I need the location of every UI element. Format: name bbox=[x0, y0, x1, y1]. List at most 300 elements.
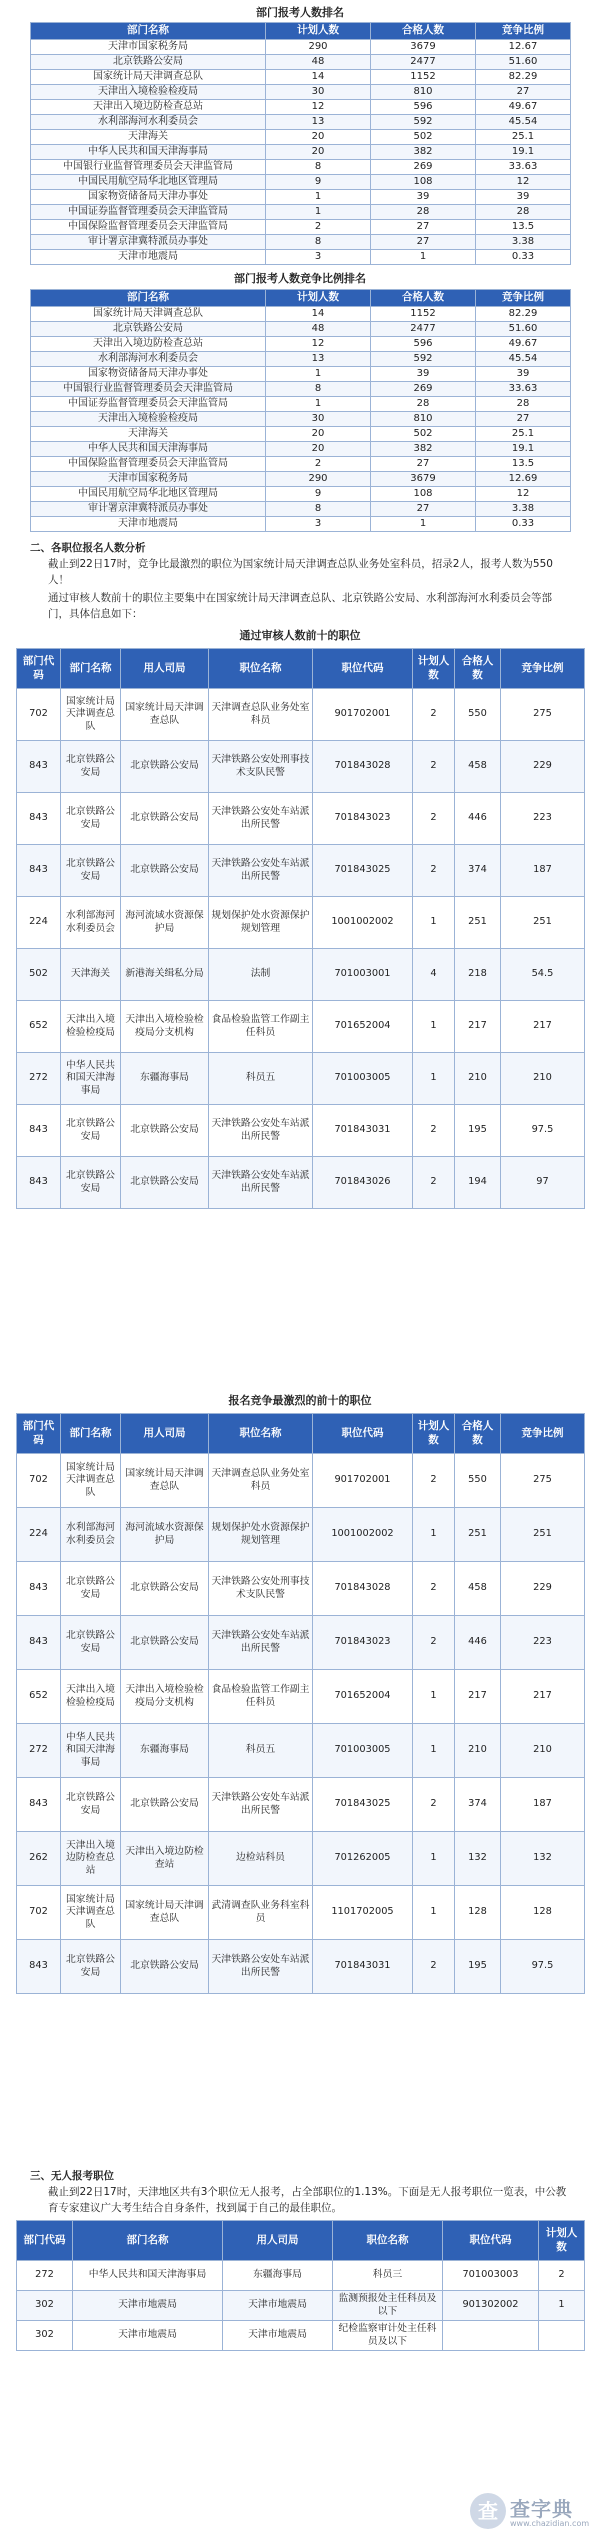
table-cell: 592 bbox=[371, 352, 476, 367]
table-cell: 701652004 bbox=[313, 1670, 413, 1724]
table-cell: 251 bbox=[455, 1508, 501, 1562]
table-row bbox=[31, 220, 571, 235]
table-cell: 28 bbox=[371, 397, 476, 412]
table-cell: 2 bbox=[266, 457, 371, 472]
table-cell: 13 bbox=[266, 352, 371, 367]
table-cell: 1 bbox=[413, 1053, 455, 1105]
table-cell: 3.38 bbox=[476, 502, 571, 517]
table-cell: 843 bbox=[17, 793, 61, 845]
table-row bbox=[17, 949, 585, 1001]
table-cell: 3 bbox=[266, 250, 371, 265]
table-cell: 82.29 bbox=[476, 70, 571, 85]
table-cell: 843 bbox=[17, 1562, 61, 1616]
table-cell: 北京铁路公安局 bbox=[121, 741, 209, 793]
table-cell: 843 bbox=[17, 1778, 61, 1832]
table-cell: 北京铁路公安局 bbox=[61, 1616, 121, 1670]
table-cell: 702 bbox=[17, 689, 61, 741]
table-row bbox=[17, 1562, 585, 1616]
table-cell: 天津市地震局 bbox=[73, 2321, 223, 2351]
table-cell: 东疆海事局 bbox=[121, 1053, 209, 1105]
column-header: 用人司局 bbox=[121, 649, 209, 689]
table-row bbox=[31, 235, 571, 250]
table-cell: 701652004 bbox=[313, 1001, 413, 1053]
table-cell: 132 bbox=[455, 1832, 501, 1886]
top-approved-title: 通过审核人数前十的职位 bbox=[239, 629, 361, 642]
table-row bbox=[31, 190, 571, 205]
column-header: 部门名称 bbox=[61, 649, 121, 689]
table-row bbox=[31, 115, 571, 130]
table-cell: 规划保护处水资源保护规划管理 bbox=[209, 1508, 313, 1562]
table-cell: 东疆海事局 bbox=[223, 2261, 333, 2291]
table-cell: 25.1 bbox=[476, 427, 571, 442]
table-cell: 1 bbox=[413, 1886, 455, 1940]
table-row bbox=[31, 322, 571, 337]
table-cell: 天津市国家税务局 bbox=[31, 472, 266, 487]
table-row bbox=[17, 1053, 585, 1105]
table-cell: 1 bbox=[266, 367, 371, 382]
table-cell: 28 bbox=[476, 205, 571, 220]
table-cell: 14 bbox=[266, 70, 371, 85]
dept-rank-table bbox=[30, 22, 571, 265]
table-cell: 28 bbox=[371, 205, 476, 220]
table-cell: 天津市地震局 bbox=[31, 517, 266, 532]
table-cell: 550 bbox=[455, 1454, 501, 1508]
table-cell: 科员五 bbox=[209, 1053, 313, 1105]
table-cell: 1152 bbox=[371, 70, 476, 85]
table-cell: 天津市国家税务局 bbox=[31, 40, 266, 55]
column-header: 合格人数 bbox=[371, 23, 476, 40]
table-row bbox=[17, 1001, 585, 1053]
table-cell: 128 bbox=[455, 1886, 501, 1940]
table-cell: 224 bbox=[17, 1508, 61, 1562]
table-row bbox=[31, 145, 571, 160]
table-cell: 天津铁路公安处刑事技术支队民警 bbox=[209, 741, 313, 793]
table-cell: 天津出入境边防检查总站 bbox=[31, 337, 266, 352]
brand-name: 查字典 bbox=[510, 2497, 573, 2521]
table-cell: 天津铁路公安处车站派出所民警 bbox=[209, 1616, 313, 1670]
table-row bbox=[17, 1508, 585, 1562]
table-cell: 国家统计局天津调查总队 bbox=[61, 1886, 121, 1940]
table-cell: 海河流域水资源保护局 bbox=[121, 897, 209, 949]
table-cell: 边检站科员 bbox=[209, 1832, 313, 1886]
table-cell: 国家统计局天津调查总队 bbox=[121, 1886, 209, 1940]
table-cell: 2 bbox=[413, 1616, 455, 1670]
column-header: 部门名称 bbox=[31, 23, 266, 40]
column-header: 计划人数 bbox=[413, 649, 455, 689]
table-cell: 229 bbox=[501, 1562, 585, 1616]
table-row bbox=[17, 689, 585, 741]
table-row bbox=[31, 412, 571, 427]
table-cell: 中国民用航空局华北地区管理局 bbox=[31, 175, 266, 190]
table-cell: 1 bbox=[266, 190, 371, 205]
table-row bbox=[17, 845, 585, 897]
table-cell: 54.5 bbox=[501, 949, 585, 1001]
table-cell: 0.33 bbox=[476, 250, 571, 265]
table-cell: 596 bbox=[371, 337, 476, 352]
table-cell: 701843026 bbox=[313, 1157, 413, 1209]
table-row bbox=[31, 175, 571, 190]
table-cell: 302 bbox=[17, 2321, 73, 2351]
table-cell: 19.1 bbox=[476, 442, 571, 457]
table-cell: 北京铁路公安局 bbox=[121, 1778, 209, 1832]
table-cell: 中华人民共和国天津海事局 bbox=[31, 145, 266, 160]
table-cell: 2 bbox=[413, 689, 455, 741]
table-cell: 48 bbox=[266, 322, 371, 337]
table-cell: 天津市地震局 bbox=[31, 250, 266, 265]
table-row bbox=[17, 1105, 585, 1157]
table-cell: 13.5 bbox=[476, 220, 571, 235]
table-cell: 北京铁路公安局 bbox=[61, 1562, 121, 1616]
table-cell: 702 bbox=[17, 1886, 61, 1940]
column-header: 竞争比例 bbox=[501, 1414, 585, 1454]
table-cell: 2 bbox=[266, 220, 371, 235]
table-row bbox=[31, 85, 571, 100]
table-cell: 1 bbox=[266, 205, 371, 220]
table-cell: 国家物资储备局天津办事处 bbox=[31, 367, 266, 382]
table-cell: 39 bbox=[371, 367, 476, 382]
column-header: 职位名称 bbox=[333, 2221, 443, 2261]
table-cell: 502 bbox=[371, 427, 476, 442]
table-cell: 海河流域水资源保护局 bbox=[121, 1508, 209, 1562]
column-header: 合格人数 bbox=[455, 1414, 501, 1454]
table-cell: 13 bbox=[266, 115, 371, 130]
column-header: 计划人数 bbox=[539, 2221, 585, 2261]
table-cell: 269 bbox=[371, 382, 476, 397]
table-cell: 国家统计局天津调查总队 bbox=[121, 689, 209, 741]
table-cell: 新港海关缉私分局 bbox=[121, 949, 209, 1001]
table-cell: 446 bbox=[455, 1616, 501, 1670]
table-cell: 8 bbox=[266, 382, 371, 397]
table-cell: 2 bbox=[413, 845, 455, 897]
table-cell: 596 bbox=[371, 100, 476, 115]
table-cell: 4 bbox=[413, 949, 455, 1001]
table-cell: 天津出入境检验检疫局 bbox=[31, 85, 266, 100]
table-cell: 规划保护处水资源保护规划管理 bbox=[209, 897, 313, 949]
table-row bbox=[17, 741, 585, 793]
table-cell: 810 bbox=[371, 412, 476, 427]
table-cell: 1 bbox=[371, 517, 476, 532]
table-cell: 48 bbox=[266, 55, 371, 70]
table-cell: 128 bbox=[501, 1886, 585, 1940]
table-cell: 901702001 bbox=[313, 689, 413, 741]
table-cell: 14 bbox=[266, 307, 371, 322]
table-cell: 843 bbox=[17, 845, 61, 897]
brand-url: www.chazidian.com bbox=[510, 2519, 590, 2528]
table-cell: 天津铁路公安处车站派出所民警 bbox=[209, 1157, 313, 1209]
ratio-rank-table bbox=[30, 289, 571, 532]
watermark-logo bbox=[470, 2491, 590, 2535]
table-cell: 1 bbox=[413, 1832, 455, 1886]
table-cell: 901702001 bbox=[313, 1454, 413, 1508]
table-cell: 701003005 bbox=[313, 1053, 413, 1105]
table-cell: 中国证券监督管理委员会天津监管局 bbox=[31, 397, 266, 412]
table-cell: 科员三 bbox=[333, 2261, 443, 2291]
column-header: 职位名称 bbox=[209, 649, 313, 689]
column-header: 用人司局 bbox=[223, 2221, 333, 2261]
table-row bbox=[31, 472, 571, 487]
table-cell: 12 bbox=[266, 337, 371, 352]
table-cell: 652 bbox=[17, 1001, 61, 1053]
table-cell: 天津出入境检验检疫局分支机构 bbox=[121, 1001, 209, 1053]
table-cell: 2 bbox=[413, 1562, 455, 1616]
table-cell: 382 bbox=[371, 145, 476, 160]
table-cell: 北京铁路公安局 bbox=[121, 1616, 209, 1670]
table-cell: 1 bbox=[539, 2291, 585, 2321]
table-cell: 北京铁路公安局 bbox=[31, 55, 266, 70]
table-cell: 12 bbox=[266, 100, 371, 115]
table-cell: 97 bbox=[501, 1157, 585, 1209]
table-cell: 1 bbox=[413, 1001, 455, 1053]
table-cell: 天津市地震局 bbox=[223, 2291, 333, 2321]
table-cell: 国家统计局天津调查总队 bbox=[61, 1454, 121, 1508]
table-cell: 272 bbox=[17, 1053, 61, 1105]
table-cell: 北京铁路公安局 bbox=[121, 1562, 209, 1616]
table-cell: 272 bbox=[17, 2261, 73, 2291]
table-cell: 科员五 bbox=[209, 1724, 313, 1778]
paragraph: 截止到22日17时，竞争比最激烈的职位为国家统计局天津调查总队业务处室科员，招录2人，报考人数为550人！ bbox=[48, 558, 553, 586]
paragraph: 截止到22日17时，天津地区共有3个职位无人报考，占全部职位的1.13%。下面是无人报考职位一览表，中公教育专家建议广大考生结合自身条件，找到属于自己的最佳职位。 bbox=[48, 2186, 567, 2214]
table-cell: 北京铁路公安局 bbox=[121, 793, 209, 845]
table-cell: 701003003 bbox=[443, 2261, 539, 2291]
table-cell: 水利部海河水利委员会 bbox=[61, 1508, 121, 1562]
table-cell: 592 bbox=[371, 115, 476, 130]
table-cell: 北京铁路公安局 bbox=[121, 1157, 209, 1209]
table-header-row bbox=[17, 1414, 585, 1454]
table-cell: 194 bbox=[455, 1157, 501, 1209]
column-header: 合格人数 bbox=[371, 290, 476, 307]
table-cell: 39 bbox=[476, 190, 571, 205]
table-cell: 195 bbox=[455, 1105, 501, 1157]
table-cell: 中国保险监督管理委员会天津监管局 bbox=[31, 457, 266, 472]
table-cell: 20 bbox=[266, 427, 371, 442]
column-header: 合格人数 bbox=[455, 649, 501, 689]
table-header-row bbox=[17, 2221, 585, 2261]
table-cell: 290 bbox=[266, 40, 371, 55]
table-cell: 天津调查总队业务处室科员 bbox=[209, 689, 313, 741]
table-cell: 108 bbox=[371, 487, 476, 502]
column-header: 部门名称 bbox=[73, 2221, 223, 2261]
section-heading: 三、无人报考职位 bbox=[30, 2170, 114, 2182]
table-cell: 9 bbox=[266, 487, 371, 502]
table-cell: 2 bbox=[539, 2261, 585, 2291]
table-cell: 843 bbox=[17, 1616, 61, 1670]
table-row bbox=[17, 1724, 585, 1778]
table-cell: 1152 bbox=[371, 307, 476, 322]
table-cell: 天津出入境检验检疫局 bbox=[61, 1670, 121, 1724]
table-row bbox=[17, 1157, 585, 1209]
table-cell: 天津铁路公安处车站派出所民警 bbox=[209, 793, 313, 845]
table-row bbox=[17, 1940, 585, 1994]
table-cell: 502 bbox=[371, 130, 476, 145]
table-cell: 天津出入境边防检查总站 bbox=[31, 100, 266, 115]
table-cell: 229 bbox=[501, 741, 585, 793]
section-heading: 二、各职位报名人数分析 bbox=[30, 542, 146, 554]
table-cell: 天津出入境检验检疫局 bbox=[61, 1001, 121, 1053]
table-cell: 1 bbox=[413, 1670, 455, 1724]
table-cell: 水利部海河水利委员会 bbox=[61, 897, 121, 949]
table-cell: 1001002002 bbox=[313, 1508, 413, 1562]
table-cell: 北京铁路公安局 bbox=[61, 845, 121, 897]
table-row bbox=[31, 427, 571, 442]
table-cell: 272 bbox=[17, 1724, 61, 1778]
table-cell: 审计署京津冀特派员办事处 bbox=[31, 502, 266, 517]
column-header: 职位代码 bbox=[313, 1414, 413, 1454]
table-cell: 446 bbox=[455, 793, 501, 845]
table-cell: 天津铁路公安处车站派出所民警 bbox=[209, 1778, 313, 1832]
table-cell: 251 bbox=[501, 1508, 585, 1562]
table-cell: 187 bbox=[501, 845, 585, 897]
table-cell: 843 bbox=[17, 741, 61, 793]
table-cell bbox=[539, 2321, 585, 2351]
table-cell: 27 bbox=[371, 220, 476, 235]
table-row bbox=[31, 352, 571, 367]
table-cell: 28 bbox=[476, 397, 571, 412]
column-header: 竞争比例 bbox=[476, 290, 571, 307]
table-cell: 701843025 bbox=[313, 1778, 413, 1832]
table-cell: 中国银行业监督管理委员会天津监管局 bbox=[31, 382, 266, 397]
table-cell: 0.33 bbox=[476, 517, 571, 532]
table-cell: 218 bbox=[455, 949, 501, 1001]
table-cell: 810 bbox=[371, 85, 476, 100]
table-cell: 49.67 bbox=[476, 337, 571, 352]
table-cell: 27 bbox=[371, 235, 476, 250]
table-cell: 49.67 bbox=[476, 100, 571, 115]
table-cell: 25.1 bbox=[476, 130, 571, 145]
table-row bbox=[31, 40, 571, 55]
table-cell: 武清调查队业务科室科员 bbox=[209, 1886, 313, 1940]
table-cell: 187 bbox=[501, 1778, 585, 1832]
table-cell: 1 bbox=[371, 250, 476, 265]
column-header: 计划人数 bbox=[413, 1414, 455, 1454]
table-cell: 天津海关 bbox=[61, 949, 121, 1001]
table-cell: 12 bbox=[476, 487, 571, 502]
column-header: 竞争比例 bbox=[501, 649, 585, 689]
table-cell: 2 bbox=[413, 741, 455, 793]
table-cell: 701262005 bbox=[313, 1832, 413, 1886]
table-row bbox=[31, 442, 571, 457]
table-row bbox=[17, 1616, 585, 1670]
table-cell: 51.60 bbox=[476, 55, 571, 70]
table-cell: 2477 bbox=[371, 322, 476, 337]
table-row bbox=[31, 487, 571, 502]
table-cell: 223 bbox=[501, 793, 585, 845]
table-cell: 701843028 bbox=[313, 741, 413, 793]
table-cell: 中国证券监督管理委员会天津监管局 bbox=[31, 205, 266, 220]
table-cell: 19.1 bbox=[476, 145, 571, 160]
table-cell: 33.63 bbox=[476, 160, 571, 175]
table-header-row bbox=[31, 290, 571, 307]
table-cell: 39 bbox=[476, 367, 571, 382]
table-cell: 天津调查总队业务处室科员 bbox=[209, 1454, 313, 1508]
table-cell: 2 bbox=[413, 1454, 455, 1508]
table-cell: 550 bbox=[455, 689, 501, 741]
table-cell: 458 bbox=[455, 741, 501, 793]
table-cell: 843 bbox=[17, 1157, 61, 1209]
table-cell: 701003005 bbox=[313, 1724, 413, 1778]
table-cell bbox=[443, 2321, 539, 2351]
table-cell: 195 bbox=[455, 1940, 501, 1994]
table-cell: 中国保险监督管理委员会天津监管局 bbox=[31, 220, 266, 235]
table-cell: 2477 bbox=[371, 55, 476, 70]
table-cell: 3679 bbox=[371, 472, 476, 487]
table-cell: 27 bbox=[371, 502, 476, 517]
no-applicants-table bbox=[16, 2220, 585, 2351]
table-cell: 3679 bbox=[371, 40, 476, 55]
column-header: 职位名称 bbox=[209, 1414, 313, 1454]
table-row bbox=[17, 2321, 585, 2351]
column-header: 计划人数 bbox=[266, 290, 371, 307]
table-row bbox=[17, 2291, 585, 2321]
table-cell: 天津海关 bbox=[31, 427, 266, 442]
table-cell: 天津市地震局 bbox=[73, 2291, 223, 2321]
table-row bbox=[31, 502, 571, 517]
table-cell: 262 bbox=[17, 1832, 61, 1886]
table-cell: 701843031 bbox=[313, 1105, 413, 1157]
brand-logo-icon: 查 bbox=[470, 2493, 506, 2529]
table-cell: 北京铁路公安局 bbox=[121, 1105, 209, 1157]
table-cell: 1 bbox=[266, 397, 371, 412]
table-cell: 701843025 bbox=[313, 845, 413, 897]
table-cell: 97.5 bbox=[501, 1940, 585, 1994]
table-cell: 458 bbox=[455, 1562, 501, 1616]
top-competitive-title: 报名竞争最激烈的前十的职位 bbox=[228, 1394, 372, 1407]
table-cell: 北京铁路公安局 bbox=[61, 1157, 121, 1209]
table-row bbox=[17, 1778, 585, 1832]
table-cell: 108 bbox=[371, 175, 476, 190]
table-cell: 82.29 bbox=[476, 307, 571, 322]
column-header: 职位代码 bbox=[313, 649, 413, 689]
table-cell: 51.60 bbox=[476, 322, 571, 337]
table-cell: 天津出入境边防检查总站 bbox=[61, 1832, 121, 1886]
table-cell: 中华人民共和国天津海事局 bbox=[61, 1724, 121, 1778]
table-cell: 97.5 bbox=[501, 1105, 585, 1157]
table-cell: 北京铁路公安局 bbox=[61, 1105, 121, 1157]
table-cell: 20 bbox=[266, 145, 371, 160]
table-header-row bbox=[17, 649, 585, 689]
table-cell: 9 bbox=[266, 175, 371, 190]
table-cell: 2 bbox=[413, 1778, 455, 1832]
table-cell: 8 bbox=[266, 160, 371, 175]
table-cell: 天津海关 bbox=[31, 130, 266, 145]
table-cell: 北京铁路公安局 bbox=[31, 322, 266, 337]
table-cell: 1 bbox=[413, 897, 455, 949]
table-cell: 8 bbox=[266, 502, 371, 517]
table-cell: 1 bbox=[413, 1508, 455, 1562]
table-cell: 北京铁路公安局 bbox=[61, 1940, 121, 1994]
table-row bbox=[31, 397, 571, 412]
table-cell: 702 bbox=[17, 1454, 61, 1508]
table-row bbox=[31, 70, 571, 85]
table-cell: 30 bbox=[266, 412, 371, 427]
table-cell: 217 bbox=[501, 1001, 585, 1053]
table-row bbox=[31, 367, 571, 382]
table-cell: 3 bbox=[266, 517, 371, 532]
column-header: 职位代码 bbox=[443, 2221, 539, 2261]
table-cell: 1001002002 bbox=[313, 897, 413, 949]
table-cell: 39 bbox=[371, 190, 476, 205]
table-cell: 210 bbox=[501, 1053, 585, 1105]
table-cell: 12 bbox=[476, 175, 571, 190]
table-cell: 217 bbox=[455, 1670, 501, 1724]
table-cell: 北京铁路公安局 bbox=[61, 741, 121, 793]
table-row bbox=[17, 1454, 585, 1508]
table-row bbox=[31, 55, 571, 70]
table-row bbox=[17, 793, 585, 845]
top-approved-table bbox=[16, 648, 585, 1209]
table-cell: 北京铁路公安局 bbox=[121, 845, 209, 897]
table-cell: 中国银行业监督管理委员会天津监管局 bbox=[31, 160, 266, 175]
table-row bbox=[17, 1832, 585, 1886]
